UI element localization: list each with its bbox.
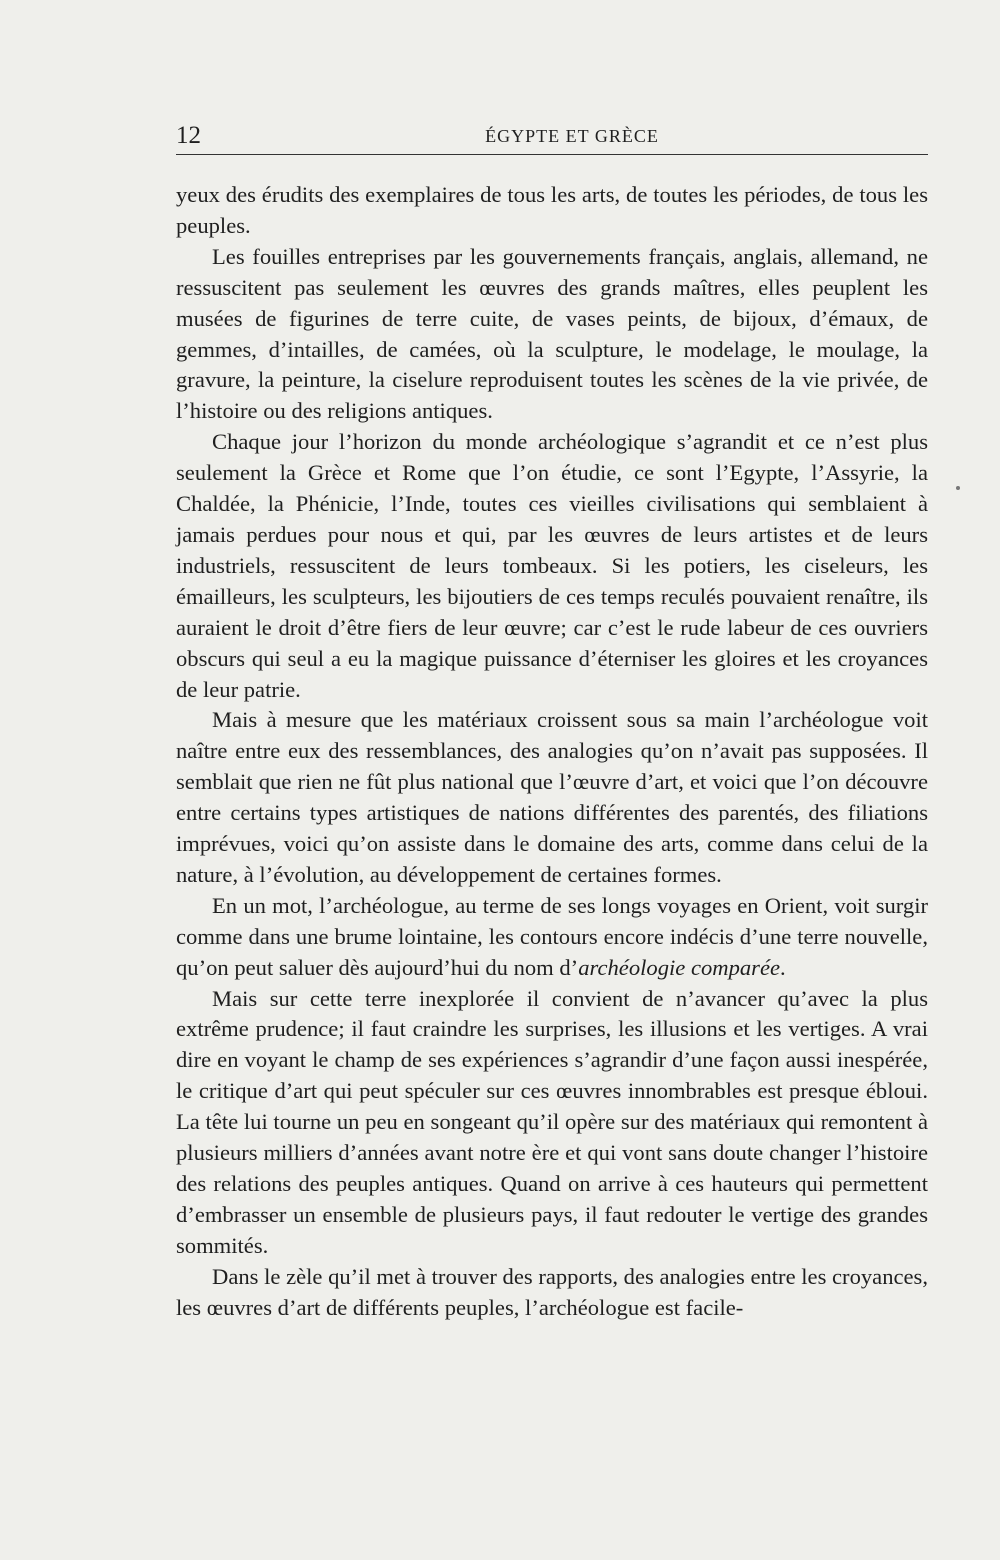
margin-speck [956, 486, 960, 490]
italic-term: archéologie comparée [578, 954, 781, 980]
paragraph [176, 891, 928, 984]
page-number: 12 [176, 122, 201, 149]
paragraph-text: Mais sur cette terre inexplorée il convient de n’avancer qu’avec la plus extrême prudence; il faut craindre les surprises, les illusions et les vertiges. A vrai dire en voyant le champ de ses expériences s’agrandir d’une façon aussi inespérée, le critique d’art qui peut spéculer sur ces œuvres innombrables est presque ébloui. La tête lui tourne un peu en songeant qu’il opère sur des matériaux qui remontent à plusieurs milliers d’années avant notre ère et qui vont sans doute changer l’histoire des relations des peuples antiques. Quand on arrive à ces hauteurs qui permettent d’embrasser un ensemble de plusieurs pays, il faut redouter le vertige des grandes sommités. [176, 985, 928, 1258]
running-header [176, 118, 928, 155]
paragraph-text: yeux des érudits des exemplaires de tous les arts, de toutes les périodes, de tous les peuples. [176, 182, 928, 238]
paragraph-text: Les fouilles entreprises par les gouvernements français, anglais, allemand, ne ressuscitent pas seulement les œuvres des grands maîtres, elles peuplent les musées de figurines de terre cuite, de vases peints, de bijoux, d’émaux, de gemmes, d’intailles, de camées, où la sculpture, le modelage, le moulage, la gravure, la peinture, la ciselure reproduisent toutes les scènes de la vie privée, de l’histoire ou des religions antiques. [176, 243, 928, 424]
paragraph-text: Dans le zèle qu’il met à trouver des rapports, des analogies entre les croyances, les œuvres d’art de différents peuples, l’archéologue est facile- [176, 1263, 928, 1320]
paragraph-continuation [176, 180, 928, 242]
paragraph [176, 427, 928, 705]
paragraph [176, 242, 928, 427]
paragraph [176, 705, 928, 890]
paragraph-text: En un mot, l’archéologue, au terme de ses longs voyages en Orient, voit surgir comme dans une brume lointaine, les contours encore indécis d’une terre nouvelle, qu’on peut saluer dès aujourd’hui du nom d’ [176, 892, 928, 980]
paragraph-text: Mais à mesure que les matériaux croissent sous sa main l’archéologue voit naître entre eux des ressemblances, des analogies qu’on n’avait pas supposées. Il semblait que rien ne fût plus national que l’œuvre d’art, et voici que l’on découvre entre certains types artistiques de nations différentes des parentés, des filiations imprévues, voici qu’on assiste dans le domaine des arts, comme dans celui de la nature, à l’évolution, au développement de certaines formes. [176, 707, 928, 887]
paragraph-text-end: . [780, 954, 786, 980]
paragraph-text: Chaque jour l’horizon du monde archéologique s’agrandit et ce n’est plus seulement la Grèce et Rome que l’on étudie, ce sont l’Egypte, l’Assyrie, la Chaldée, la Phénicie, l’Inde, toutes ces vieilles civilisations qui semblaient à jamais perdues pour nous et qui, par les œuvres de leurs artistes et de leurs industriels, ressuscitent de leurs tombeaux. Si les potiers, les ciseleurs, les émailleurs, les sculpteurs, les bijoutiers de ces temps reculés pouvaient renaître, ils auraient le droit d’être fiers de leur œuvre; car c’est le rude labeur de ces ouvriers obscurs qui seul a eu la magique puissance d’éterniser les gloires et les croyances de leur patrie. [176, 429, 928, 702]
running-title: ÉGYPTE ET GRÈCE [485, 126, 659, 146]
body-text [176, 180, 928, 1324]
paragraph [176, 1262, 928, 1324]
paragraph [176, 984, 928, 1262]
